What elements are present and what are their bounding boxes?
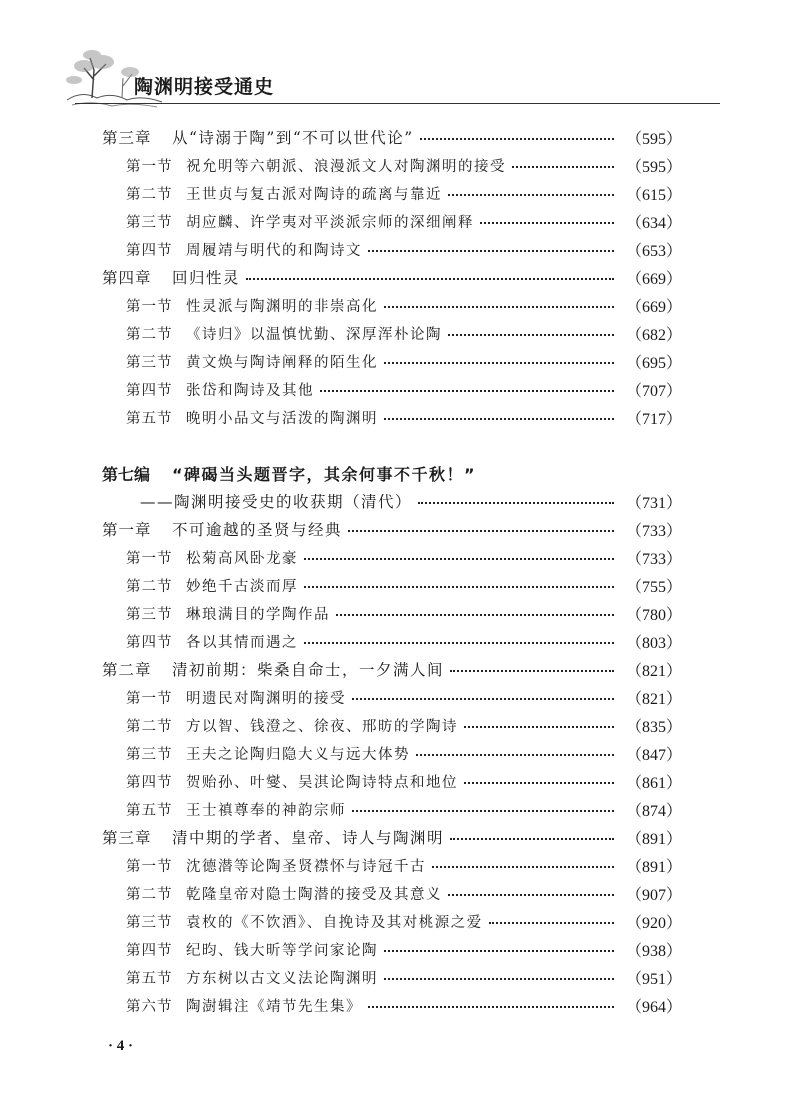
section-label: 第一节 <box>126 158 173 175</box>
section-label: 第四节 <box>126 634 173 651</box>
page-ref: （682） <box>625 326 682 344</box>
section-title: 王士禛尊奉的神韵宗师 <box>186 802 346 819</box>
section-label: 第二节 <box>126 718 173 735</box>
section-label: 第三节 <box>126 606 173 623</box>
section-label: 第二节 <box>126 186 173 203</box>
section-title: 各以其情而遇之 <box>186 634 298 651</box>
toc-section[interactable] <box>126 374 682 404</box>
page-ref: （951） <box>625 970 682 988</box>
section-title: 陶澍辑注《靖节先生集》 <box>186 998 362 1015</box>
page-ref: （891） <box>625 830 682 848</box>
page-ref: （653） <box>625 242 682 260</box>
chapter-title: 清初前期：柴桑自命士，一夕满人间 <box>172 661 445 679</box>
page-ref: （835） <box>625 718 682 736</box>
section-label: 第一节 <box>126 550 173 567</box>
section-title: 沈德潜等论陶圣贤襟怀与诗冠千古 <box>186 858 426 875</box>
section-title: 乾隆皇帝对隐士陶潜的接受及其意义 <box>186 886 442 903</box>
leader-dots <box>448 334 614 336</box>
page-ref: （695） <box>625 354 682 372</box>
toc-chapter[interactable] <box>102 514 682 544</box>
toc-section[interactable] <box>126 346 682 376</box>
page-ref: （938） <box>625 942 682 960</box>
page-ref: （595） <box>625 130 682 148</box>
leader-dots <box>368 1006 614 1008</box>
leader-dots <box>512 166 614 168</box>
leader-dots <box>416 754 614 756</box>
page-ref: （731） <box>625 494 682 512</box>
section-title: 黄文焕与陶诗阐释的陌生化 <box>186 354 378 371</box>
chapter-title: 清中期的学者、皇帝、诗人与陶渊明 <box>172 829 445 847</box>
leader-dots <box>450 838 614 840</box>
page-ref: （891） <box>625 858 682 876</box>
leader-dots <box>420 138 614 140</box>
section-title: 王世贞与复古派对陶诗的疏离与靠近 <box>186 186 442 203</box>
page-ref: （733） <box>625 550 682 568</box>
page-ref: （669） <box>625 270 682 288</box>
section-title: 王夫之论陶归隐大义与远大体势 <box>186 746 410 763</box>
page-ref: （920） <box>625 914 682 932</box>
leader-dots <box>304 642 614 644</box>
toc-section[interactable] <box>126 850 682 880</box>
section-label: 第三节 <box>126 746 173 763</box>
section-label: 第一节 <box>126 858 173 875</box>
toc-section[interactable] <box>126 290 682 320</box>
leader-dots <box>464 726 614 728</box>
toc-section[interactable] <box>126 570 682 600</box>
toc-section[interactable] <box>126 710 682 740</box>
page-ref: （669） <box>625 298 682 316</box>
toc-section[interactable] <box>126 878 682 908</box>
section-label: 第一节 <box>126 298 173 315</box>
section-label: 第三节 <box>126 914 173 931</box>
section-label: 第二节 <box>126 326 173 343</box>
leader-dots <box>304 586 614 588</box>
section-title: 贺贻孙、叶燮、吴淇论陶诗特点和地位 <box>186 774 458 791</box>
leader-dots <box>418 502 614 504</box>
toc-section[interactable] <box>126 682 682 712</box>
page-ref: （847） <box>625 746 682 764</box>
chapter-label: 第四章 <box>102 269 152 287</box>
page-ref: （634） <box>625 214 682 232</box>
toc-section[interactable] <box>126 962 682 992</box>
leader-dots <box>448 894 614 896</box>
leader-dots <box>489 922 614 924</box>
toc-section[interactable] <box>126 178 682 208</box>
toc-section[interactable] <box>126 234 682 264</box>
page-ref: （821） <box>625 690 682 708</box>
section-title: 纪昀、钱大昕等学问家论陶 <box>186 942 378 959</box>
toc-section[interactable] <box>126 990 682 1020</box>
leader-dots <box>480 222 614 224</box>
section-title: 松菊高风卧龙豪 <box>186 550 298 567</box>
page-ref: （821） <box>625 662 682 680</box>
toc-section[interactable] <box>126 542 682 572</box>
leader-dots <box>384 978 614 980</box>
section-title: 《诗归》以温慎忧勤、深厚浑朴论陶 <box>186 326 442 343</box>
leader-dots <box>448 194 614 196</box>
section-title: 晚明小品文与活泼的陶渊明 <box>186 410 378 427</box>
section-label: 第五节 <box>126 410 173 427</box>
page-ref: （874） <box>625 802 682 820</box>
leader-dots <box>384 306 614 308</box>
toc-section[interactable] <box>126 766 682 796</box>
toc-section[interactable] <box>126 402 682 432</box>
section-title: 袁枚的《不饮酒》、自挽诗及其对桃源之爱 <box>186 914 483 931</box>
chapter-label: 第三章 <box>102 829 152 847</box>
section-label: 第六节 <box>126 998 173 1015</box>
toc-part-subtitle[interactable] <box>140 486 682 516</box>
leader-dots <box>384 362 614 364</box>
toc-section[interactable] <box>126 206 682 236</box>
page-ref: （733） <box>625 522 682 540</box>
leader-dots <box>384 950 614 952</box>
section-label: 第五节 <box>126 802 173 819</box>
leader-dots <box>336 614 614 616</box>
section-title: 明遗民对陶渊明的接受 <box>186 690 346 707</box>
toc-section[interactable] <box>126 626 682 656</box>
section-label: 第三节 <box>126 214 173 231</box>
toc-chapter[interactable] <box>102 262 682 292</box>
page-ref: （615） <box>625 186 682 204</box>
toc-section[interactable] <box>126 318 682 348</box>
page-ref: （780） <box>625 606 682 624</box>
leader-dots <box>320 390 614 392</box>
chapter-label: 第一章 <box>102 521 152 539</box>
page-ref: （964） <box>625 998 682 1016</box>
page-number: · 4 · <box>108 1038 134 1054</box>
leader-dots <box>432 866 614 868</box>
toc-section[interactable] <box>126 150 682 180</box>
page-ref: （907） <box>625 886 682 904</box>
section-label: 第五节 <box>126 970 173 987</box>
toc-chapter[interactable] <box>102 654 682 684</box>
part-title: “碑碣当头题晋字，其余何事不千秋！” <box>172 464 477 484</box>
page-ref: （755） <box>625 578 682 596</box>
section-title: 张岱和陶诗及其他 <box>186 382 314 399</box>
toc-section[interactable] <box>126 934 682 964</box>
leader-dots <box>450 670 614 672</box>
chapter-title: 不可逾越的圣贤与经典 <box>172 521 343 539</box>
page-ref: （707） <box>625 382 682 400</box>
section-label: 第四节 <box>126 774 173 791</box>
toc-chapter[interactable] <box>102 822 682 852</box>
section-title: 周履靖与明代的和陶诗文 <box>186 242 362 259</box>
chapter-title: 回归性灵 <box>172 269 241 287</box>
leader-dots <box>352 810 614 812</box>
section-label: 第二节 <box>126 886 173 903</box>
book-title: 陶渊明接受通史 <box>134 76 275 98</box>
section-title: 方以智、钱澄之、徐夜、邢昉的学陶诗 <box>186 718 458 735</box>
section-label: 第四节 <box>126 242 173 259</box>
leader-dots <box>368 250 614 252</box>
toc-chapter[interactable] <box>102 122 682 152</box>
page-ref: （595） <box>625 158 682 176</box>
chapter-label: 第二章 <box>102 661 152 679</box>
section-label: 第二节 <box>126 578 173 595</box>
section-title: 琳琅满目的学陶作品 <box>186 606 330 623</box>
toc-section[interactable] <box>126 738 682 768</box>
section-label: 第三节 <box>126 354 173 371</box>
leader-dots <box>246 278 614 280</box>
toc-section[interactable] <box>126 906 682 936</box>
section-title: 性灵派与陶渊明的非崇高化 <box>186 298 378 315</box>
chapter-title: 从“诗溺于陶”到“不可以世代论” <box>172 129 414 147</box>
leader-dots <box>304 558 614 560</box>
part-subtitle: ——陶渊明接受史的收获期（清代） <box>140 493 413 511</box>
toc-part-heading[interactable] <box>102 458 722 488</box>
page-ref: （803） <box>625 634 682 652</box>
leader-dots <box>464 782 614 784</box>
page-ref: （717） <box>625 410 682 428</box>
section-label: 第四节 <box>126 382 173 399</box>
page-ref: （861） <box>625 774 682 792</box>
leader-dots <box>348 530 614 532</box>
leader-dots <box>384 418 614 420</box>
section-title: 祝允明等六朝派、浪漫派文人对陶渊明的接受 <box>186 158 506 175</box>
part-label: 第七编 <box>102 464 151 484</box>
leader-dots <box>352 698 614 700</box>
section-label: 第四节 <box>126 942 173 959</box>
section-title: 胡应麟、许学夷对平淡派宗师的深细阐释 <box>186 214 474 231</box>
section-title: 妙绝千古淡而厚 <box>186 578 298 595</box>
section-title: 方东树以古文义法论陶渊明 <box>186 970 378 987</box>
chapter-label: 第三章 <box>102 129 152 147</box>
toc-section[interactable] <box>126 794 682 824</box>
toc-section[interactable] <box>126 598 682 628</box>
section-label: 第一节 <box>126 690 173 707</box>
